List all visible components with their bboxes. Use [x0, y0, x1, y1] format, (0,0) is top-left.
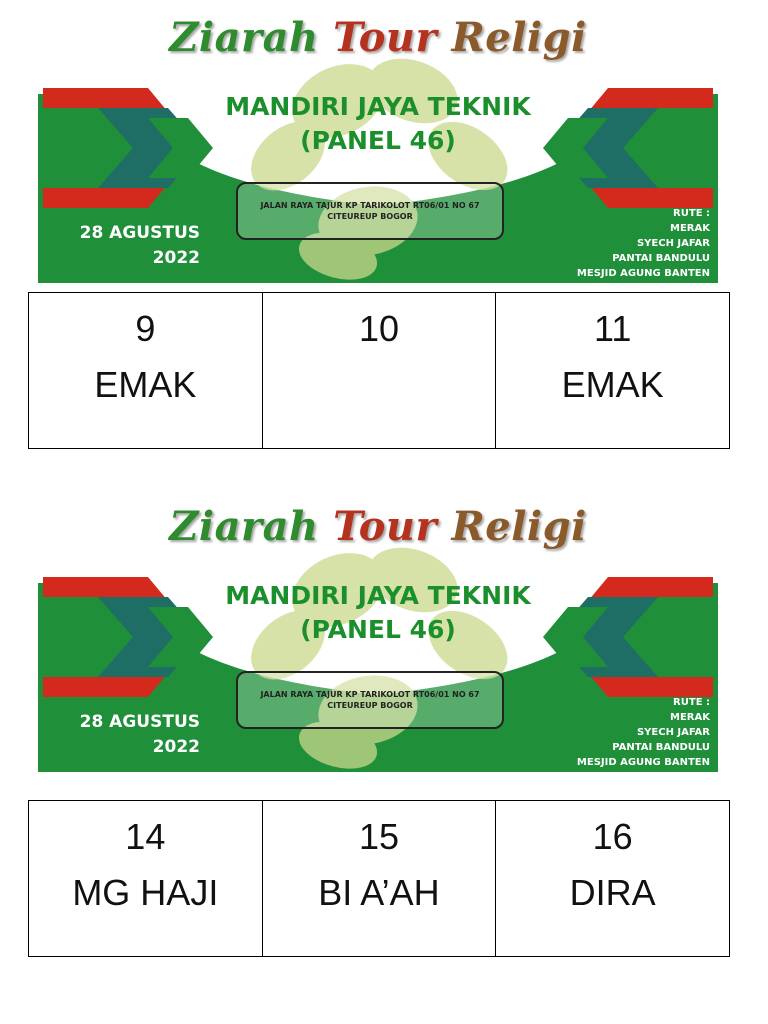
address-box [236, 182, 504, 240]
passenger-name: EMAK [94, 364, 197, 405]
seat-number: 11 [593, 308, 632, 349]
route-stop: MERAK [670, 712, 710, 723]
route-stop: PANTAI BANDULU [612, 742, 710, 753]
route-stop: PANTAI BANDULU [612, 253, 710, 264]
banner-bottom [38, 495, 718, 772]
route-label: RUTE : [673, 697, 710, 708]
table-row [29, 801, 730, 957]
banner-top [38, 6, 718, 283]
address-line-2: CITEUREUP BOGOR [327, 212, 413, 221]
address-line-1: JALAN RAYA TAJUR KP TARIKOLOT RT06/01 NO 67 [260, 201, 480, 210]
seat-number: 15 [358, 816, 399, 857]
date-line-1: 28 AGUSTUS [79, 223, 200, 243]
address-line-1: JALAN RAYA TAJUR KP TARIKOLOT RT06/01 NO 67 [260, 690, 480, 699]
seat-cell [496, 801, 730, 957]
date-line-2: 2022 [152, 737, 200, 757]
seat-number: 9 [135, 308, 156, 349]
date-line-1: 28 AGUSTUS [79, 712, 200, 732]
title-word-2: Tour [333, 14, 438, 61]
passenger-name: MG HAJI [72, 872, 219, 913]
company-line-2: (PANEL 46) [300, 126, 456, 155]
seat-number: 10 [358, 308, 399, 349]
route-label: RUTE : [673, 208, 710, 219]
seat-table-bottom [28, 800, 730, 957]
title-word-1: Ziarah [169, 503, 319, 550]
banner-title [38, 14, 718, 61]
trip-date [60, 221, 200, 271]
seat-table-top [28, 292, 730, 449]
passenger-name: BI A’AH [318, 872, 440, 913]
route-stop: MESJID AGUNG BANTEN [576, 757, 710, 768]
title-word-2: Tour [333, 503, 438, 550]
company-line-2: (PANEL 46) [300, 615, 456, 644]
seat-cell [29, 293, 263, 449]
company-name [38, 90, 718, 158]
seat-cell [29, 801, 263, 957]
seat-number: 16 [592, 816, 633, 857]
company-name [38, 579, 718, 647]
passenger-name: DIRA [569, 872, 656, 913]
title-word-3: Religi [451, 14, 587, 61]
banner-title [38, 503, 718, 550]
title-word-3: Religi [451, 503, 587, 550]
route-list [577, 695, 710, 770]
title-word-1: Ziarah [169, 14, 319, 61]
seat-cell [496, 293, 730, 449]
seat-cell [262, 801, 496, 957]
address-box [236, 671, 504, 729]
company-line-1: MANDIRI JAYA TEKNIK [225, 581, 531, 610]
route-list [577, 206, 710, 281]
company-line-1: MANDIRI JAYA TEKNIK [225, 92, 531, 121]
table-row [29, 293, 730, 449]
address-line-2: CITEUREUP BOGOR [327, 701, 413, 710]
route-stop: SYECH JAFAR [636, 727, 710, 738]
seat-cell [262, 293, 496, 449]
trip-date [60, 710, 200, 760]
route-stop: SYECH JAFAR [636, 238, 710, 249]
route-stop: MESJID AGUNG BANTEN [576, 268, 710, 279]
passenger-name: EMAK [561, 364, 664, 405]
date-line-2: 2022 [152, 248, 200, 268]
route-stop: MERAK [670, 223, 710, 234]
seat-number: 14 [125, 816, 166, 857]
